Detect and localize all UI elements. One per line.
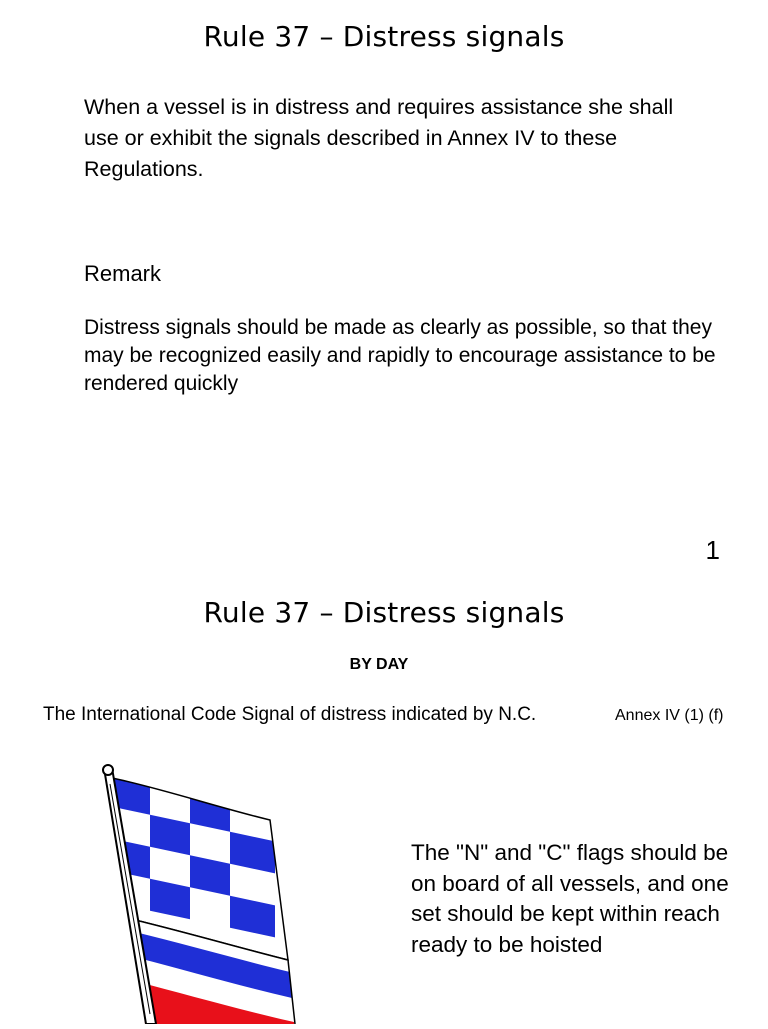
page-number: 1 [705, 535, 720, 565]
nc-flag-icon [90, 760, 310, 1024]
remark-heading: Remark [84, 261, 162, 286]
slide-2-title: Rule 37 – Distress signals [203, 596, 565, 629]
slide-1-title: Rule 37 – Distress signals [203, 20, 565, 53]
signal-description: The International Code Signal of distress indicated by N.C. [43, 704, 537, 725]
nc-flag-illustration [90, 760, 310, 1024]
annex-reference: Annex IV (1) (f) [615, 707, 724, 724]
remark-text: Distress signals should be made as clearly as possible, so that they may be recognized easily and rapidly to encourage assistance to be rendered quickly [84, 316, 716, 395]
by-day-heading: BY DAY [349, 656, 409, 673]
flag-note: The "N" and "C" flags should be on board of all vessels, and one set should be kept within reach ready to be hoisted [411, 840, 729, 957]
rule-text: When a vessel is in distress and requires assistance she shall use or exhibit the signals described in Annex IV to these Regulations. [84, 95, 674, 181]
